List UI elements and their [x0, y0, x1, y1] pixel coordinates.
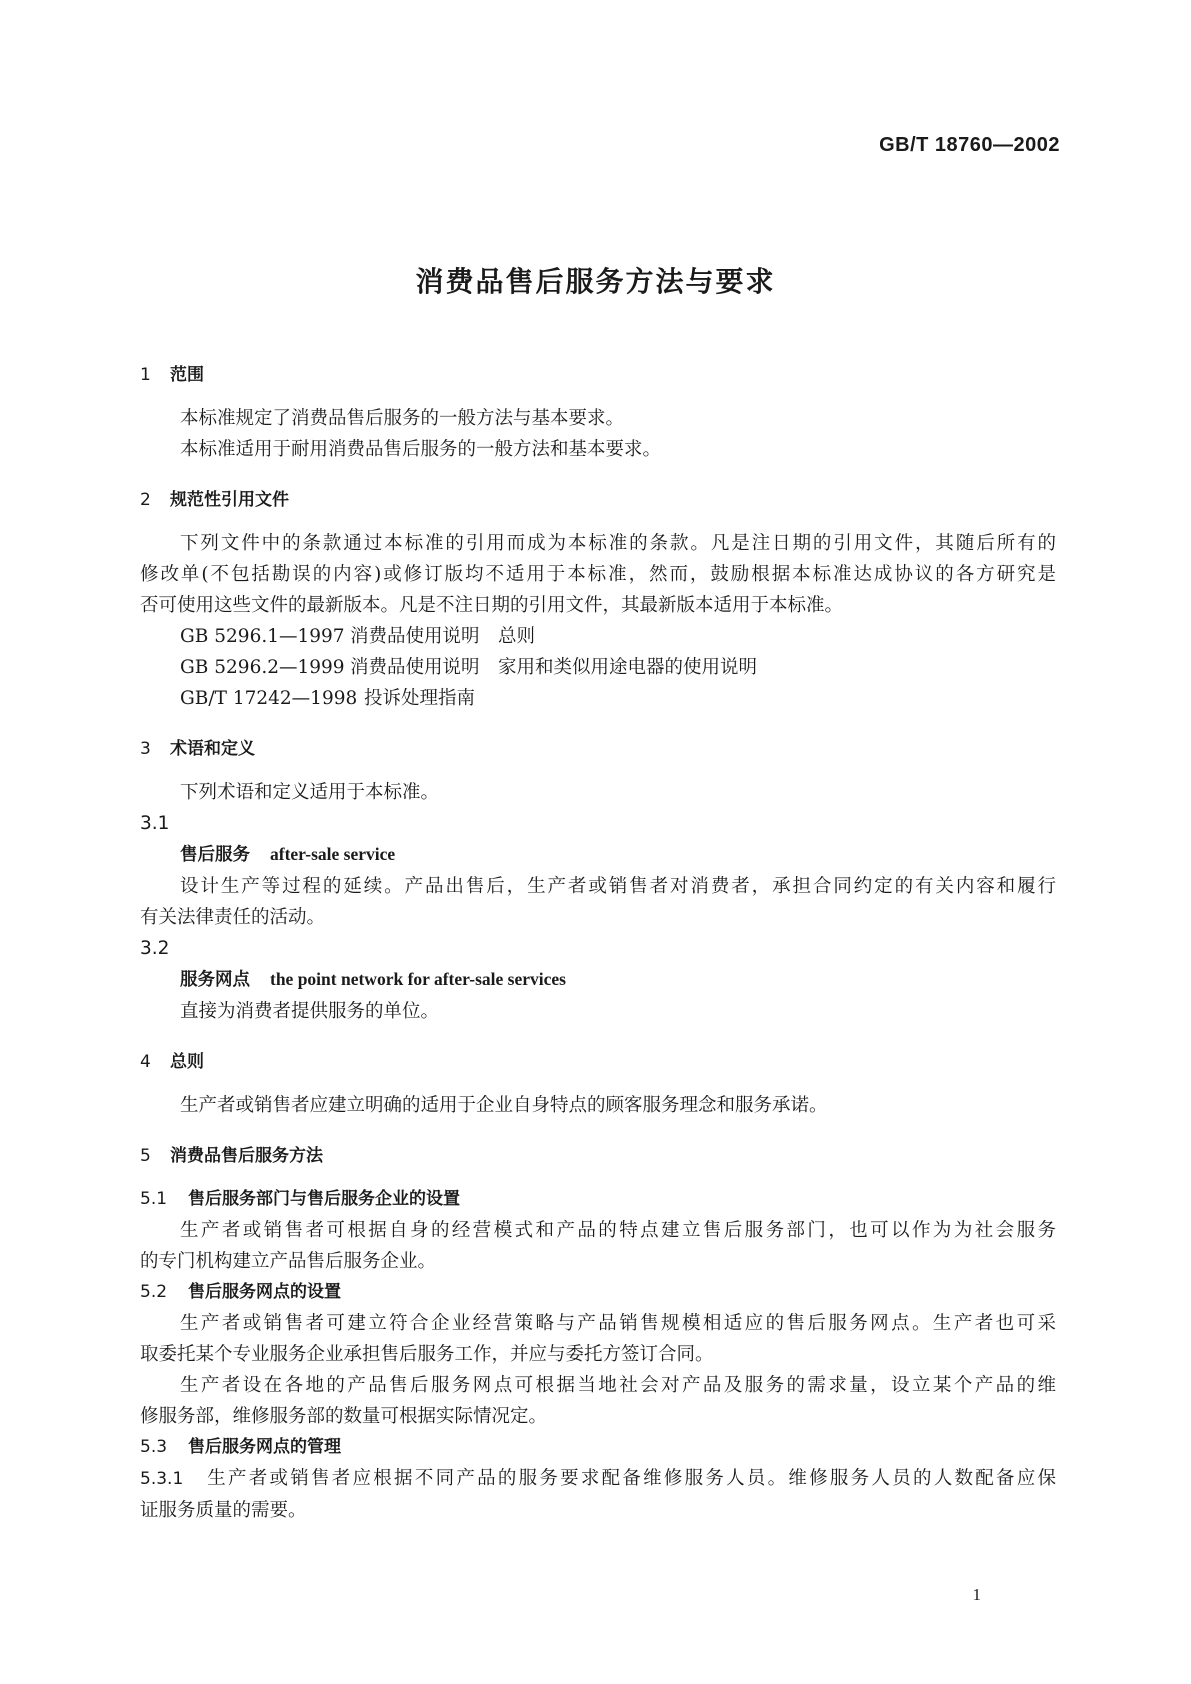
term-entry: 售后服务 after-sale service: [180, 844, 396, 865]
paragraph: 本标准适用于耐用消费品售后服务的一般方法和基本要求。: [180, 439, 662, 460]
paragraph-line: 生产者或销售者可建立符合企业经营策略与产品销售规模相适应的售后服务网点。生产者也可采: [180, 1313, 1056, 1334]
reference-item: GB 5296.2—1999 消费品使用说明 家用和类似用途电器的使用说明: [180, 657, 758, 678]
paragraph-line: 的专门机构建立产品售后服务企业。: [140, 1251, 437, 1272]
paragraph: 生产者或销售者应建立明确的适用于企业自身特点的顾客服务理念和服务承诺。: [180, 1095, 828, 1116]
reference-item: GB 5296.1—1997 消费品使用说明 总则: [180, 626, 536, 647]
paragraph: 下列术语和定义适用于本标准。: [180, 782, 440, 803]
section-5-heading: 5 消费品售后服务方法: [140, 1146, 323, 1166]
term-number: 3.1: [140, 813, 170, 834]
term-number: 3.2: [140, 938, 170, 959]
subsection-5-1-heading: 5.1 售后服务部门与售后服务企业的设置: [140, 1189, 460, 1209]
paragraph: 直接为消费者提供服务的单位。: [180, 1001, 440, 1022]
clause-5-3-1: 5.3.1 生产者或销售者应根据不同产品的服务要求配备维修服务人员。维修服务人员的人数配备应保: [140, 1468, 1056, 1489]
paragraph-line: 取委托某个专业服务企业承担售后服务工作，并应与委托方签订合同。: [140, 1344, 714, 1365]
paragraph-line: 证服务质量的需要。: [140, 1500, 307, 1521]
paragraph-line: 修改单(不包括勘误的内容)或修订版均不适用于本标准，然而，鼓励根据本标准达成协议的各方研究是: [140, 564, 1056, 585]
paragraph-line: 修服务部，维修服务部的数量可根据实际情况定。: [140, 1406, 548, 1427]
section-3-heading: 3 术语和定义: [140, 739, 255, 759]
paragraph-line: 设计生产等过程的延续。产品出售后，生产者或销售者对消费者，承担合同约定的有关内容和履行: [180, 876, 1056, 897]
section-4-heading: 4 总则: [140, 1052, 204, 1072]
paragraph-line: 有关法律责任的活动。: [140, 907, 326, 928]
standard-code: GB/T 18760—2002: [879, 134, 1060, 156]
subsection-5-3-heading: 5.3 售后服务网点的管理: [140, 1437, 341, 1457]
section-1-heading: 1 范围: [140, 365, 204, 385]
paragraph: 本标准规定了消费品售后服务的一般方法与基本要求。: [180, 408, 625, 429]
term-entry: 服务网点 the point network for after-sale services: [180, 969, 566, 990]
section-2-heading: 2 规范性引用文件: [140, 490, 289, 510]
page-number: 1: [972, 1585, 981, 1604]
paragraph-line: 生产者或销售者可根据自身的经营模式和产品的特点建立售后服务部门，也可以作为为社会服务: [180, 1220, 1056, 1241]
document-title: 消费品售后服务方法与要求: [415, 265, 776, 298]
document-body: [140, 360, 1056, 1526]
paragraph-line: 生产者设在各地的产品售后服务网点可根据当地社会对产品及服务的需求量，设立某个产品的维: [180, 1375, 1056, 1396]
reference-item: GB/T 17242—1998 投诉处理指南: [180, 688, 476, 709]
paragraph-line: 下列文件中的条款通过本标准的引用而成为本标准的条款。凡是注日期的引用文件，其随后所有的: [180, 533, 1056, 554]
paragraph-line: 否可使用这些文件的最新版本。凡是不注日期的引用文件，其最新版本适用于本标准。: [140, 595, 844, 616]
subsection-5-2-heading: 5.2 售后服务网点的设置: [140, 1282, 341, 1302]
